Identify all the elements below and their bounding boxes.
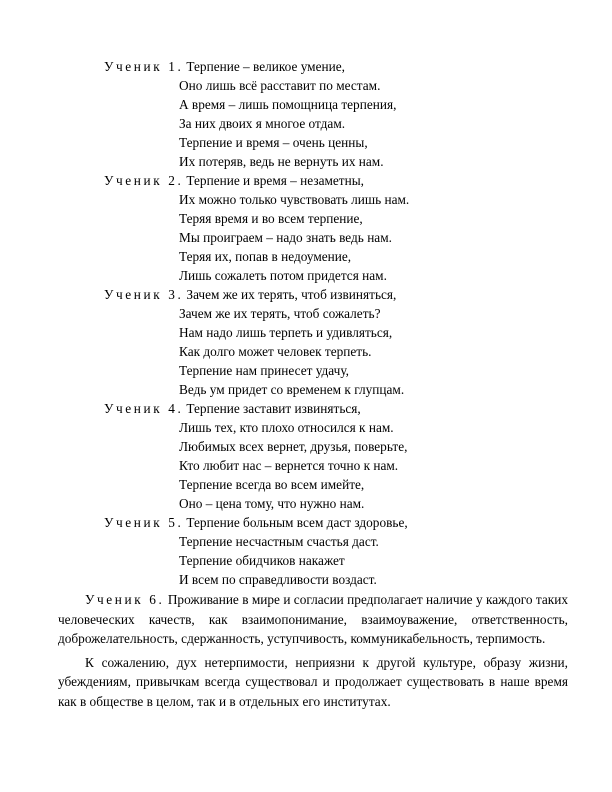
speaker-label: Ученик 4. [104, 401, 184, 416]
stanza-line: Лишь тех, кто плохо относился к нам. [179, 420, 394, 435]
stanza-line: Как долго может человек терпеть. [179, 344, 372, 359]
prose-block [58, 590, 568, 711]
stanza-line: Лишь сожалеть потом придется нам. [179, 268, 387, 283]
stanza-line: Ученик 5. Терпение больным всем даст здоровье, [104, 515, 408, 530]
stanza-line: Терпение и время – очень ценны, [179, 135, 368, 150]
speaker-label: Ученик 6. [85, 592, 165, 607]
speaker-label: Ученик 2. [104, 173, 184, 188]
speaker-label: Ученик 3. [104, 287, 184, 302]
stanza-line: Ведь ум придет со временем к глупцам. [179, 382, 405, 397]
stanza-3 [104, 285, 524, 399]
stanza-2 [104, 171, 524, 285]
stanza-line: Теряя их, попав в недоумение, [179, 249, 352, 264]
stanza-line: Мы проиграем – надо знать ведь нам. [179, 230, 392, 245]
prose-paragraph-2: К сожалению, дух нетерпимости, неприязни к другой культуре, образу жизни, убеждениям, привычкам всегда существовал и продолжает существовать в наше время как в обществе в целом, так и в отдельных его институтах. [58, 654, 568, 709]
stanza-line: Зачем же их терять, чтоб сожалеть? [179, 306, 381, 321]
prose-paragraph-1: Ученик 6. Проживание в мире и согласии предполагает наличие у каждого таких человеческих качеств, как взаимопонимание, взаимоуважение, ответственность, доброжелательность, сдержанность, уступчивость, коммуникабельность, терпимость. [58, 592, 568, 646]
stanza-line: Ученик 3. Зачем же их терять, чтоб извиняться, [104, 287, 397, 302]
speaker-label: Ученик 5. [104, 515, 184, 530]
stanza-5 [104, 513, 524, 589]
stanza-line: Ученик 1. Терпение – великое умение, [104, 59, 345, 74]
stanza-line: Терпение обидчиков накажет [179, 553, 345, 568]
stanza-1 [104, 57, 524, 171]
stanza-line: И всем по справедливости воздаст. [179, 572, 377, 587]
stanza-line: Ученик 2. Терпение и время – незаметны, [104, 173, 364, 188]
stanza-line: За них двоих я многое отдам. [179, 116, 346, 131]
stanza-4 [104, 399, 524, 513]
speaker-label: Ученик 1. [104, 59, 184, 74]
stanza-line: Их потеряв, ведь не вернуть их нам. [179, 154, 384, 169]
stanza-line: Нам надо лишь терпеть и удивляться, [179, 325, 393, 340]
stanza-line: Терпение несчастным счастья даст. [179, 534, 379, 549]
stanza-line: А время – лишь помощница терпения, [179, 97, 397, 112]
stanza-line: Любимых всех вернет, друзья, поверьте, [179, 439, 408, 454]
stanza-line: Оно – цена тому, что нужно нам. [179, 496, 365, 511]
stanza-line: Ученик 4. Терпение заставит извиняться, [104, 401, 361, 416]
stanza-line: Терпение нам принесет удачу, [179, 363, 350, 378]
stanza-line: Их можно только чувствовать лишь нам. [179, 192, 410, 207]
stanza-line: Кто любит нас – вернется точно к нам. [179, 458, 399, 473]
stanza-line: Теряя время и во всем терпение, [179, 211, 363, 226]
stanza-line: Терпение всегда во всем имейте, [179, 477, 365, 492]
stanza-line: Оно лишь всё расставит по местам. [179, 78, 381, 93]
